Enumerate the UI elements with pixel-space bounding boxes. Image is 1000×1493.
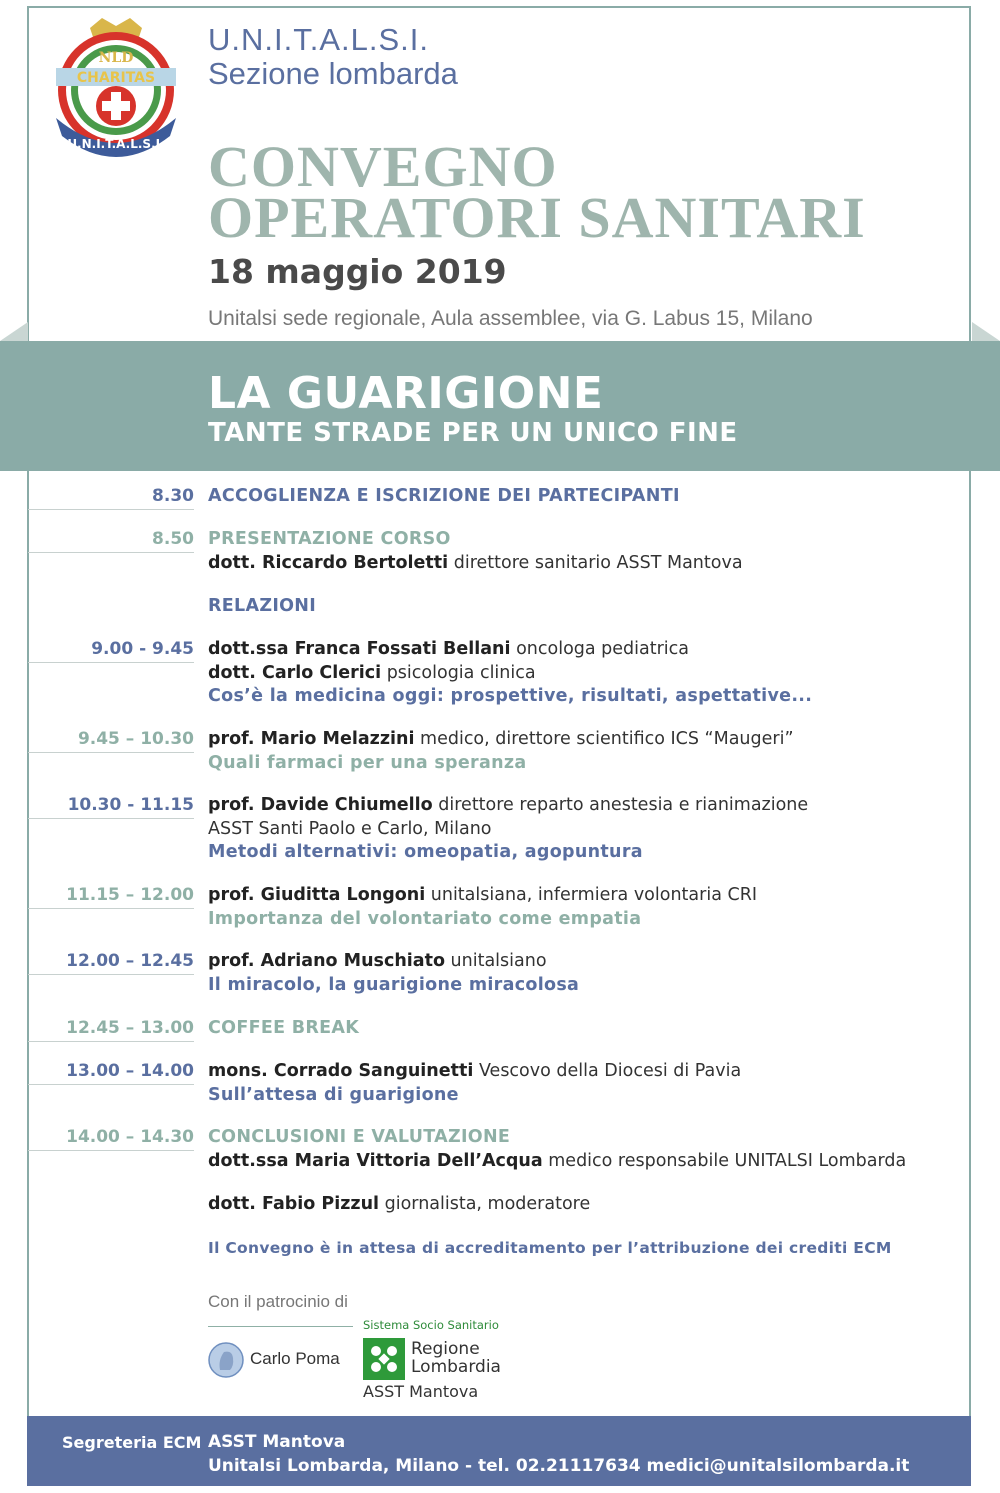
talk-topic: Sull’attesa di guarigione: [208, 1084, 459, 1105]
program-time: 12.00 – 12.45: [66, 951, 194, 971]
time-divider: [28, 908, 194, 909]
talk-topic: Il miracolo, la guarigione miracolosa: [208, 974, 580, 995]
speaker-name: prof. Adriano Muschiato: [208, 951, 445, 971]
program-time: 13.00 – 14.00: [66, 1061, 194, 1081]
program-time: 9.00 - 9.45: [91, 639, 194, 659]
program-time: 9.45 – 10.30: [77, 729, 194, 749]
event-venue: Unitalsi sede regionale, Aula assemblee, via G. Labus 15, Milano: [208, 307, 813, 330]
speaker-line: [208, 1194, 590, 1214]
section-heading: PRESENTAZIONE CORSO: [208, 529, 451, 549]
org-name: U.N.I.T.A.L.S.I.: [208, 22, 429, 57]
speaker-line: [208, 1061, 741, 1081]
section-heading: CONCLUSIONI E VALUTAZIONE: [208, 1127, 511, 1147]
speaker-line: [208, 553, 743, 573]
speaker-line: [208, 729, 794, 749]
time-divider: [28, 752, 194, 753]
talk-topic: Quali farmaci per una speranza: [208, 752, 527, 773]
speaker-role: Vescovo della Diocesi di Pavia: [473, 1061, 742, 1081]
program-time: 14.00 – 14.30: [66, 1127, 194, 1147]
carlo-poma-logo: [208, 1342, 244, 1378]
speaker-name: mons. Corrado Sanguinetti: [208, 1061, 474, 1081]
footer-label: Segreteria ECM: [62, 1433, 202, 1452]
time-divider: [28, 552, 194, 553]
speaker-name: prof. Giuditta Longoni: [208, 885, 426, 905]
speaker-role: unitalsiana, infermiera volontaria CRI: [425, 885, 758, 905]
speaker-role: direttore sanitario ASST Mantova: [448, 552, 743, 573]
carlo-poma-name: Carlo Poma: [250, 1349, 340, 1368]
speaker-name: dott. Fabio Pizzul: [208, 1194, 380, 1214]
speaker-line: [208, 1151, 906, 1171]
ecm-note: Il Convegno è in attesa di accreditamento per l’attribuzione dei crediti ECM: [208, 1239, 892, 1257]
affiliation-line: ASST Santi Paolo e Carlo, Milano: [208, 818, 492, 839]
band-fold-right: [972, 322, 1000, 341]
unitalsi-logo: [50, 18, 182, 158]
program-time: 11.15 – 12.00: [66, 885, 194, 905]
org-section: Sezione lombarda: [208, 56, 458, 91]
asst-mantova: ASST Mantova: [363, 1382, 479, 1401]
time-divider: [28, 662, 194, 663]
speaker-line: [208, 663, 536, 683]
patronage-label: Con il patrocinio di: [208, 1292, 348, 1311]
speaker-name: dott.ssa Franca Fossati Bellani: [208, 639, 511, 659]
regione-lombardia-logo: [363, 1338, 405, 1380]
speaker-line: [208, 639, 689, 659]
time-divider: [28, 509, 194, 510]
patronage-divider: [208, 1326, 353, 1327]
talk-topic: Metodi alternativi: omeopatia, agopuntura: [208, 842, 643, 862]
section-heading: ACCOGLIENZA E ISCRIZIONE DEI PARTECIPANTI: [208, 486, 680, 506]
program-time: 8.50: [152, 529, 194, 549]
speaker-role: medico responsabile UNITALSI Lombarda: [542, 1150, 907, 1171]
speaker-name: dott. Carlo Clerici: [208, 662, 382, 683]
regione-lombardia-name: [411, 1340, 501, 1376]
speaker-name: prof. Mario Melazzini: [208, 729, 415, 749]
speaker-role: medico, direttore scientifico ICS “Maugeri”: [414, 729, 794, 749]
speaker-role: psicologia clinica: [381, 662, 536, 683]
speaker-line: [208, 885, 757, 905]
talk-topic: Cos’è la medicina oggi: prospettive, risultati, aspettative...: [208, 686, 813, 706]
program-time: 10.30 - 11.15: [67, 795, 194, 815]
program-time: 8.30: [152, 486, 194, 506]
regione-line-2: Lombardia: [411, 1357, 501, 1377]
talk-topic: Importanza del volontariato come empatia: [208, 908, 642, 929]
section-heading: RELAZIONI: [208, 596, 317, 616]
regione-line-1: Regione: [411, 1339, 480, 1359]
speaker-line: [208, 951, 547, 971]
footer-contact: Unitalsi Lombarda, Milano - tel. 02.21117634 medici@unitalsilombarda.it: [208, 1456, 910, 1476]
title-line-2: OPERATORI SANITARI: [208, 185, 866, 250]
speaker-role: giornalista, moderatore: [379, 1194, 591, 1214]
speaker-role: direttore reparto anestesia e rianimazione: [432, 795, 809, 815]
speaker-name: dott. Riccardo Bertoletti: [208, 552, 449, 573]
speaker-role: oncologa pediatrica: [510, 639, 690, 659]
band-fold-left: [0, 322, 28, 341]
time-divider: [28, 1041, 194, 1042]
section-heading: COFFEE BREAK: [208, 1018, 360, 1038]
sistema-socio-sanitario: Sistema Socio Sanitario: [363, 1318, 499, 1332]
footer-line-1: ASST Mantova: [208, 1432, 346, 1452]
program-time: 12.45 – 13.00: [66, 1018, 194, 1038]
svg-text:CHARITAS: CHARITAS: [76, 70, 156, 86]
time-divider: [28, 818, 194, 819]
speaker-role: unitalsiano: [444, 951, 547, 971]
time-divider: [28, 1084, 194, 1085]
event-date: 18 maggio 2019: [208, 252, 507, 291]
theme-heading: LA GUARIGIONE: [208, 368, 604, 419]
theme-subheading: TANTE STRADE PER UN UNICO FINE: [208, 418, 738, 448]
title-line-1: CONVEGNO: [208, 134, 558, 199]
speaker-name: prof. Davide Chiumello: [208, 795, 433, 815]
time-divider: [28, 974, 194, 975]
speaker-name: dott.ssa Maria Vittoria Dell’Acqua: [208, 1150, 543, 1171]
svg-text:NLD: NLD: [98, 50, 134, 66]
speaker-line: [208, 795, 808, 815]
time-divider: [28, 1150, 194, 1151]
svg-text:U.N.I.T.A.L.S.I.: U.N.I.T.A.L.S.I.: [67, 137, 165, 151]
